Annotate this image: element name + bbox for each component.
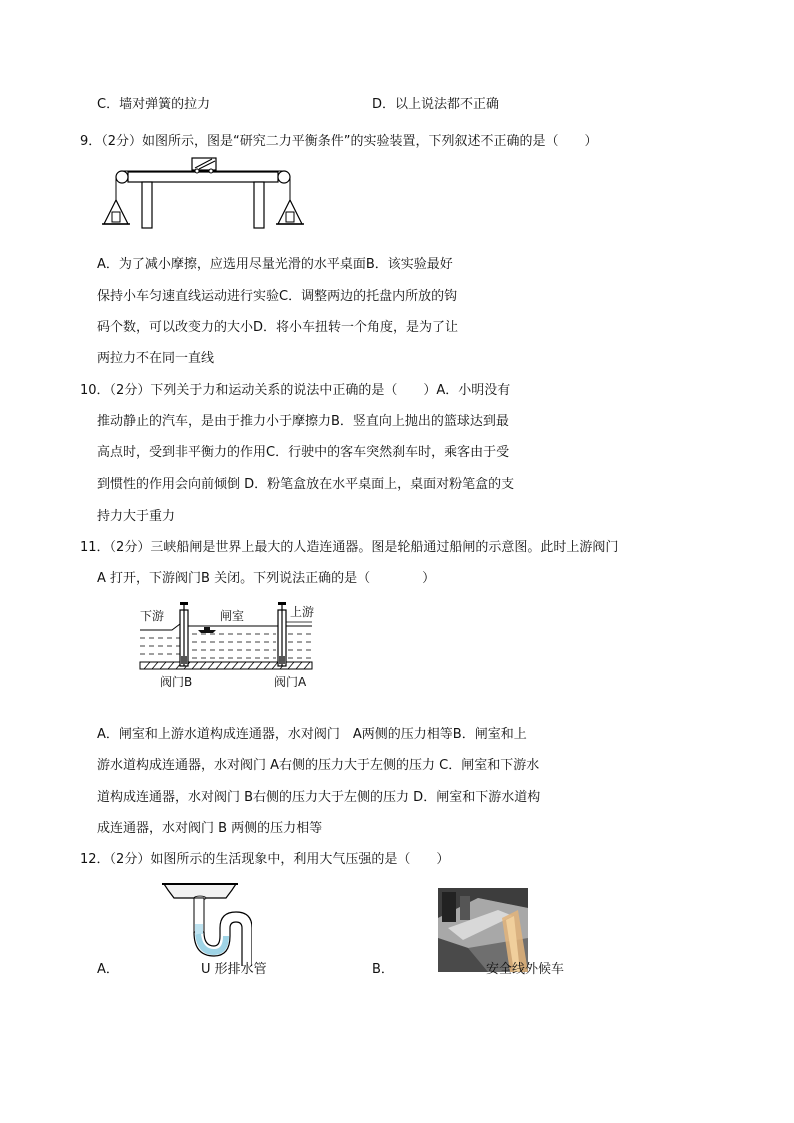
q8-option-c: C．墙对弹簧的拉力 — [97, 97, 211, 112]
q10-line-2: 高点时，受到非平衡力的作用C．行驶中的客车突然刹车时，乘客由于受 — [97, 445, 510, 460]
q12-option-a-letter: A． — [97, 962, 119, 977]
q11-stem: 11．（2分）三峡船闸是世界上最大的人造连通器。图是轮船通过船闸的示意图。此时上游阀门 — [80, 540, 619, 555]
u-drain-pipe-figure — [160, 876, 252, 966]
q11-line-3: 道构成连通器，水对阀门 B右侧的压力大于左侧的压力 D．闸室和下游水道构 — [97, 790, 541, 805]
q9-line-1: A．为了减小摩擦，应选用尽量光滑的水平桌面B．该实验最好 — [97, 257, 453, 272]
gate-a-icon — [278, 602, 286, 666]
q12-stem: 12．（2分）如图所示的生活现象中，利用大气压强的是（ ） — [80, 852, 450, 867]
q11-shiplock-figure — [136, 600, 336, 696]
q11-stem-2: A 打开，下游阀门B 关闭。下列说法正确的是（ ） — [97, 571, 436, 586]
label-valve-a: 阀门A — [274, 675, 307, 689]
safety-line-photo — [438, 888, 528, 972]
q9-line-4: 两拉力不在同一直线 — [97, 351, 215, 366]
q8-option-d: D．以上说法都不正确 — [372, 97, 500, 112]
q9-stem: 9．（2分）如图所示，图是“研究二力平衡条件”的实验装置，下列叙述不正确的是（ ） — [80, 134, 598, 149]
q11-line-2: 游水道构成连通器，水对阀门 A右侧的压力大于左侧的压力 C．闸室和下游水 — [97, 758, 540, 773]
q10-line-3: 到惯性的作用会向前倾倒 D．粉笔盒放在水平桌面上，桌面对粉笔盒的支 — [97, 477, 515, 492]
q10-line-1: 推动静止的汽车，是由于推力小于摩擦力B．竖直向上抛出的篮球达到最 — [97, 414, 509, 429]
q11-line-4: 成连通器，水对阀门 B 两侧的压力相等 — [97, 821, 323, 836]
q11-line-1: A．闸室和上游水道构成连通器，水对阀门 A两侧的压力相等B．闸室和上 — [97, 727, 527, 742]
label-valve-b: 阀门B — [160, 675, 193, 689]
q9-line-2: 保持小车匀速直线运动进行实验C．调整两边的托盘内所放的钩 — [97, 289, 458, 304]
gate-b-icon — [180, 602, 188, 666]
q12-option-a-caption: U 形排水管 — [201, 962, 267, 977]
q10-stem: 10．（2分）下列关于力和运动关系的说法中正确的是（ ）A．小明没有 — [80, 383, 511, 398]
label-upstream: 上游 — [290, 605, 315, 619]
q12-option-b-letter: B． — [372, 962, 394, 977]
q9-line-3: 码个数，可以改变力的大小D．将小车扭转一个角度，是为了让 — [97, 320, 459, 335]
label-chamber: 闸室 — [220, 609, 245, 623]
q10-line-4: 持力大于重力 — [97, 509, 176, 524]
label-downstream: 下游 — [140, 609, 165, 623]
q9-apparatus-figure — [98, 150, 304, 232]
ship-icon — [198, 627, 216, 633]
q12-option-b-caption: 安全线外候车 — [486, 962, 565, 977]
